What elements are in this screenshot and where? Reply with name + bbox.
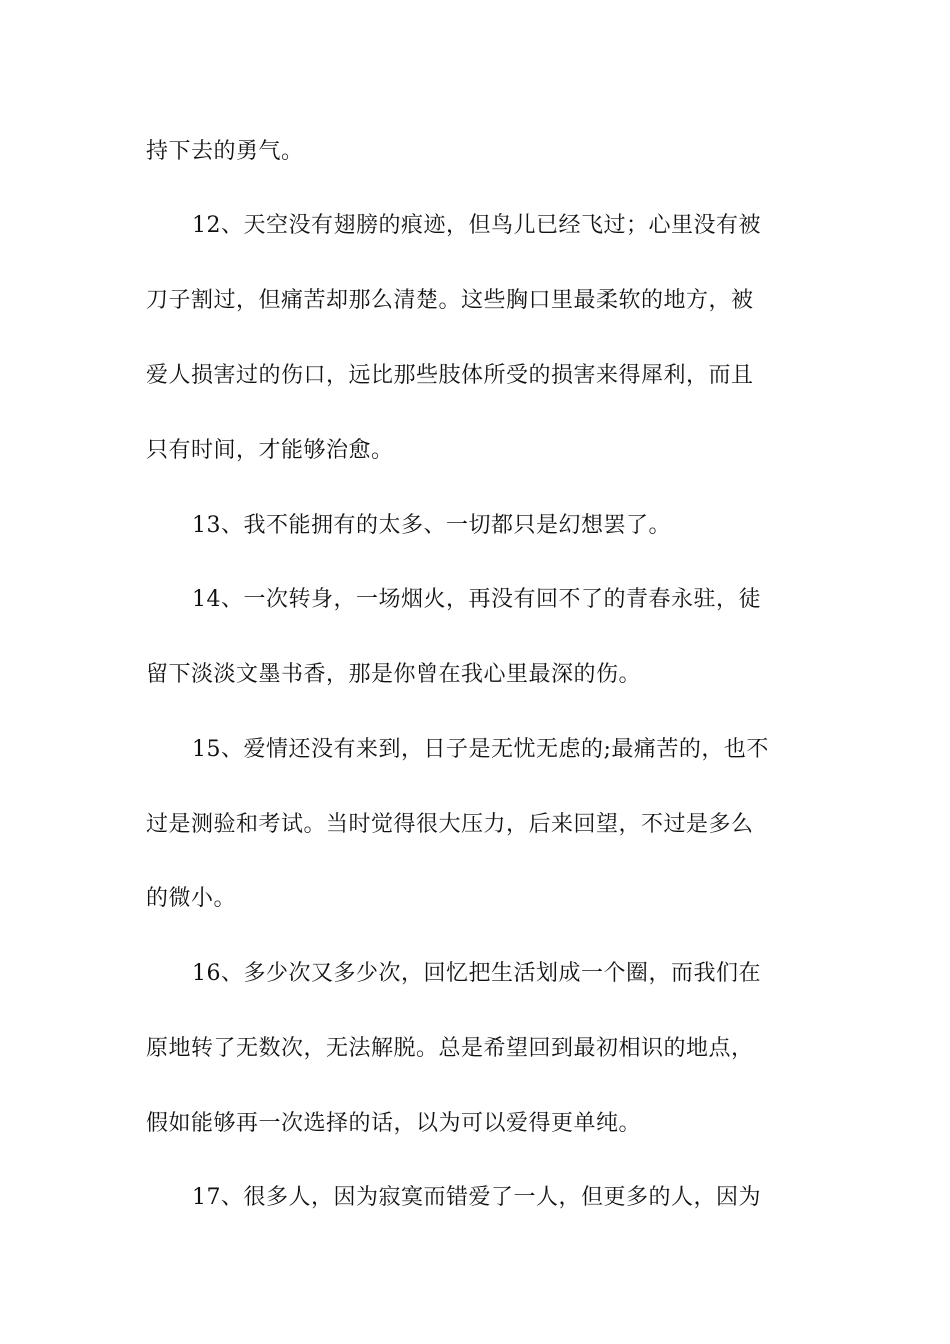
paragraph-12-line-1: 12、天空没有翅膀的痕迹，但鸟儿已经飞过；心里没有被 bbox=[192, 213, 761, 238]
paragraph-15-line-3: 的微小。 bbox=[146, 886, 237, 911]
paragraph-13-line-1: 13、我不能拥有的太多、一切都只是幻想罢了。 bbox=[192, 513, 671, 538]
paragraph-12-line-3: 爱人损害过的伤口，远比那些肢体所受的损害来得犀利，而且 bbox=[146, 363, 754, 388]
paragraph-14-line-2: 留下淡淡文墨书香，那是你曾在我心里最深的伤。 bbox=[146, 662, 642, 687]
paragraph-11-line-1: 持下去的勇气。 bbox=[146, 139, 304, 164]
paragraph-16-line-2: 原地转了无数次，无法解脱。总是希望回到最初相识的地点， bbox=[146, 1036, 754, 1061]
paragraph-15-line-1: 15、爱情还没有来到，日子是无忧无虑的;最痛苦的，也不 bbox=[192, 737, 769, 762]
paragraph-15-line-2: 过是测验和考试。当时觉得很大压力，后来回望，不过是多么 bbox=[146, 812, 754, 837]
paragraph-14-line-1: 14、一次转身，一场烟火，再没有回不了的青春永驻，徒 bbox=[192, 587, 761, 612]
paragraph-16-line-3: 假如能够再一次选择的话，以为可以爱得更单纯。 bbox=[146, 1111, 642, 1136]
paragraph-12-line-2: 刀子割过，但痛苦却那么清楚。这些胸口里最柔软的地方，被 bbox=[146, 288, 754, 313]
paragraph-12-line-4: 只有时间，才能够治愈。 bbox=[146, 438, 394, 463]
paragraph-16-line-1: 16、多少次又多少次，回忆把生活划成一个圈，而我们在 bbox=[192, 961, 761, 986]
paragraph-17-line-1: 17、很多人，因为寂寞而错爱了一人，但更多的人，因为 bbox=[192, 1185, 761, 1210]
